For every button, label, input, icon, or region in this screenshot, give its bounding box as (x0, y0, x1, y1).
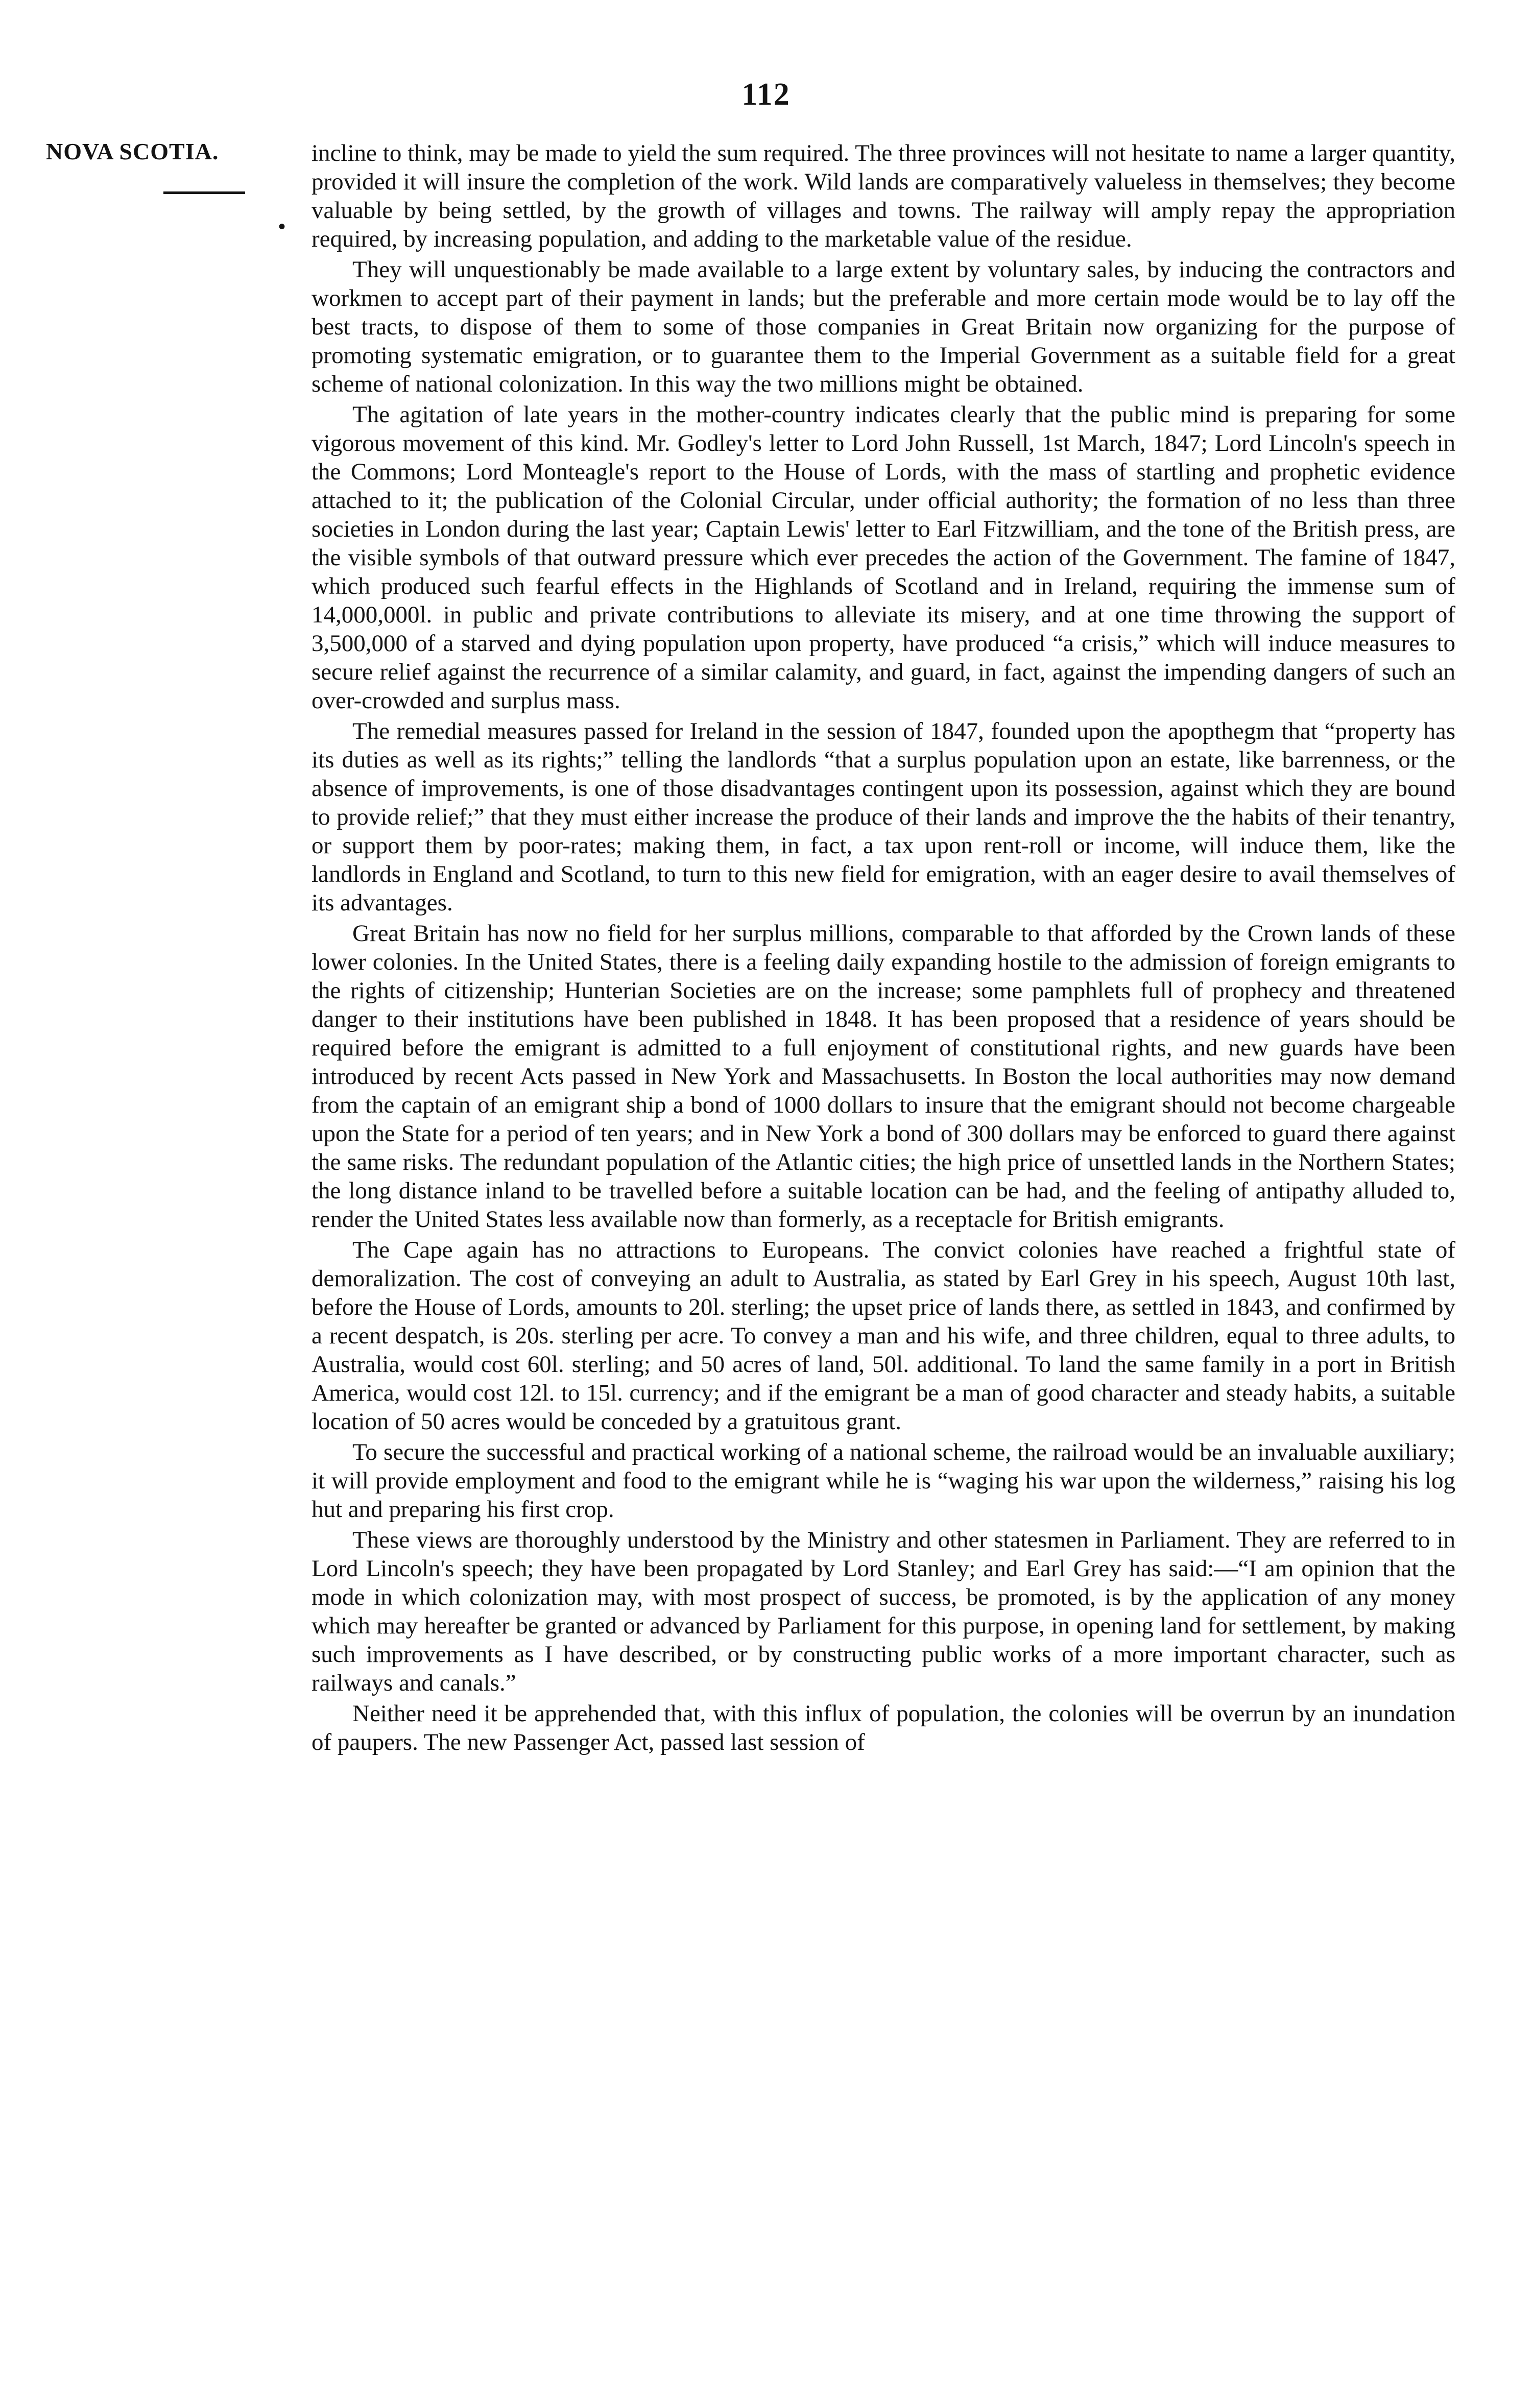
page-number: 112 (741, 77, 791, 112)
paragraph: The Cape again has no attractions to Europeans. The convict colonies have reached a frightful state of demoralization. The cost of conveying an adult to Australia, as stated by Earl Grey in his speech, August 10th last, before the House of Lords, amounts to 20l. sterling; the upset price of lands there, as settled in 1843, and confirmed by a recent despatch, is 20s. sterling per acre. To convey a man and his wife, and three children, equal to three adults, to Australia, would cost 60l. sterling; and 50 acres of land, 50l. additional. To land the same family in a port in British America, would cost 12l. to 15l. currency; and if the emigrant be a man of good character and steady habits, a suitable location of 50 acres would be conceded by a gratuitous grant. (312, 1237, 1455, 1435)
paragraph: incline to think, may be made to yield the sum required. The three provinces will not hesitate to name a larger quantity, provided it will insure the completion of the work. Wild lands are comparatively valueless in themselves; they become valuable by being settled, by the growth of villages and towns. The railway will amply repay the appropriation required, by increasing population, and adding to the marketable value of the residue. (312, 140, 1455, 252)
paragraph: The agitation of late years in the mother-country indicates clearly that the public mind is preparing for some vigorous movement of this kind. Mr. Godley's letter to Lord John Russell, 1st March, 1847; Lord Lincoln's speech in the Commons; Lord Monteagle's report to the House of Lords, with the mass of startling and prophetic evidence attached to it; the publication of the Colonial Circular, under official authority; the formation of no less than three societies in London during the last year; Captain Lewis' letter to Earl Fitzwilliam, and the tone of the British press, are the visible symbols of that outward pressure which ever precedes the action of the Government. The famine of 1847, which produced such fearful effects in the Highlands of Scotland and in Ireland, requiring the immense sum of 14,000,000l. in public and private contributions to alleviate its misery, and at one time throwing the support of 3,500,000 of a starved and dying population upon property, have produced “a crisis,” which will induce measures to secure relief against the recurrence of a similar calamity, and guard, in fact, against the impending dangers of such an over-crowded and surplus mass. (312, 401, 1455, 714)
body-text (312, 139, 1455, 1759)
margin-dot: • (278, 215, 286, 238)
paragraph: Great Britain has now no field for her surplus millions, comparable to that afforded by the Crown lands of these lower colonies. In the United States, there is a feeling daily expanding hostile to the admission of foreign emigrants to the rights of citizenship; Hunterian Societies are on the increase; some pamphlets full of prophecy and threatened danger to their institutions have been published in 1848. It has been proposed that a residence of years should be required before the emigrant is admitted to a full enjoyment of constitutional rights, and new guards have been introduced by recent Acts passed in New York and Massachusetts. In Boston the local authorities may now demand from the captain of an emigrant ship a bond of 1000 dollars to insure that the emigrant should not become chargeable upon the State for a period of ten years; and in New York a bond of 300 dollars may be enforced to guard there against the same risks. The redundant population of the Atlantic cities; the high price of unsettled lands in the Northern States; the long distance inland to be travelled before a suitable location can be had, and the feeling of antipathy alluded to, render the United States less available now than formerly, as a receptacle for British emigrants. (312, 920, 1455, 1233)
margin-rule (163, 191, 245, 194)
paragraph: The remedial measures passed for Ireland in the session of 1847, founded upon the apopthegm that “property has its duties as well as its rights;” telling the landlords “that a surplus population upon an estate, like barrenness, or the absence of improvements, is one of those disadvantages contingent upon its possession, against which they are bound to provide relief;” that they must either increase the produce of their lands and improve the the habits of their tenantry, or support them by poor-rates; making them, in fact, a tax upon rent-roll or income, will induce them, like the landlords in England and Scotland, to turn to this new field for emigration, with an eager desire to avail themselves of its advantages. (312, 718, 1455, 916)
paragraph: These views are thoroughly understood by the Ministry and other statesmen in Parliament. They are referred to in Lord Lincoln's speech; they have been propagated by Lord Stanley; and Earl Grey has said:—“I am opinion that the mode in which colonization may, with most prospect of success, be promoted, is by the application of any money which may hereafter be granted or advanced by Parliament for this purpose, in opening land for settlement, by making such improvements as I have described, or by constructing public works of a more important character, such as railways and canals.” (312, 1527, 1455, 1696)
paragraph: To secure the successful and practical working of a national scheme, the railroad would be an invaluable auxiliary; it will provide employment and food to the emigrant while he is “waging his war upon the wilderness,” raising his log hut and preparing his first crop. (312, 1439, 1455, 1523)
margin-heading: NOVA SCOTIA. (46, 138, 219, 164)
paragraph: They will unquestionably be made available to a large extent by voluntary sales, by inducing the contractors and workmen to accept part of their payment in lands; but the preferable and more certain mode would be to lay off the best tracts, to dispose of them to some of those companies in Great Britain now organizing for the purpose of promoting systematic emigration, or to guarantee them to the Imperial Government as a suitable field for a great scheme of national colonization. In this way the two millions might be obtained. (312, 256, 1455, 397)
paragraph: Neither need it be apprehended that, with this influx of population, the colonies will be overrun by an inundation of paupers. The new Passenger Act, passed last session of (312, 1700, 1455, 1755)
